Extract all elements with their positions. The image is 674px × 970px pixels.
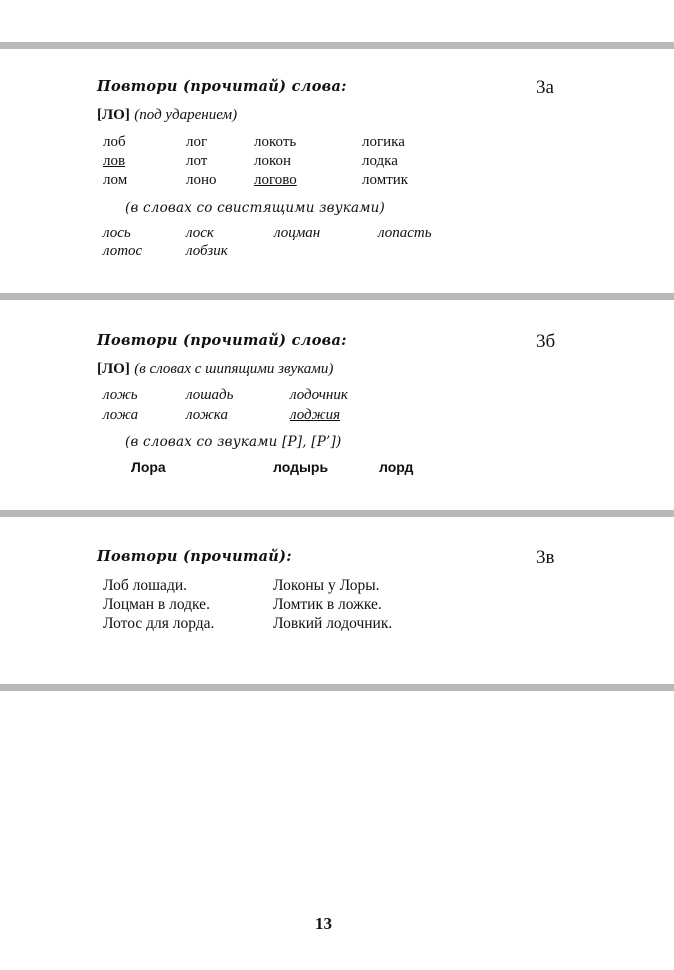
section-note: (в словах со свистящими звуками) [125, 200, 386, 216]
word: логика [362, 134, 405, 150]
section-subtitle [97, 107, 237, 124]
exercise-number: 3в [536, 547, 555, 568]
exercise-number: 3б [536, 331, 556, 352]
section-note: (в словах со звуками [Р], [Р’]) [125, 434, 342, 450]
italic-word: лоцман [274, 225, 321, 241]
section-subtitle [97, 361, 333, 378]
italic-word: лопасть [378, 225, 432, 241]
divider-bottom [0, 684, 674, 691]
italic-word: лось [103, 225, 131, 241]
word: лоб [103, 134, 126, 150]
word: лодка [362, 153, 398, 169]
section-title: Повтори (прочитай) слова: [97, 332, 347, 349]
word: локон [254, 153, 292, 169]
italic-word: ложка [186, 407, 228, 423]
word: лоно [186, 172, 217, 188]
word-underlined: лов [103, 153, 126, 169]
subtitle-note: (в словах с шипящими звуками) [134, 361, 334, 377]
word-underlined: логово [254, 172, 297, 188]
exercise-number: 3а [536, 77, 554, 98]
sentence: Локоны у Лоры. [273, 577, 380, 594]
word: ломтик [362, 172, 409, 188]
divider-top [0, 42, 674, 49]
italic-word: лодочник [290, 387, 348, 403]
bold-word: Лора [131, 459, 166, 475]
syllable-label: [ЛО] [97, 361, 130, 377]
italic-word: лошадь [186, 387, 234, 403]
subtitle-note: (под ударением) [134, 107, 238, 123]
italic-word: лотос [103, 243, 143, 259]
word: локоть [254, 134, 297, 150]
sentence: Лоцман в лодке. [103, 596, 210, 613]
sentence: Ломтик в ложке. [273, 596, 382, 613]
section-title: Повтори (прочитай) слова: [97, 78, 347, 95]
italic-word: ложь [103, 387, 138, 403]
bold-word: лорд [379, 459, 414, 475]
divider-1 [0, 293, 674, 300]
word: лом [103, 172, 128, 188]
italic-word: лоск [186, 225, 214, 241]
italic-word-underlined: лоджия [290, 407, 341, 423]
word: лот [186, 153, 208, 169]
sentence: Лотос для лорда. [103, 615, 215, 632]
italic-word: лобзик [186, 243, 228, 259]
divider-2 [0, 510, 674, 517]
bold-word: лодырь [273, 459, 329, 475]
syllable-label: [ЛО] [97, 107, 130, 123]
page-number: 13 [315, 914, 332, 933]
sentence: Лоб лошади. [103, 577, 187, 594]
italic-word: ложа [103, 407, 139, 423]
section-title: Повтори (прочитай): [97, 548, 292, 565]
word: лог [186, 134, 208, 150]
sentence: Ловкий лодочник. [273, 615, 393, 632]
